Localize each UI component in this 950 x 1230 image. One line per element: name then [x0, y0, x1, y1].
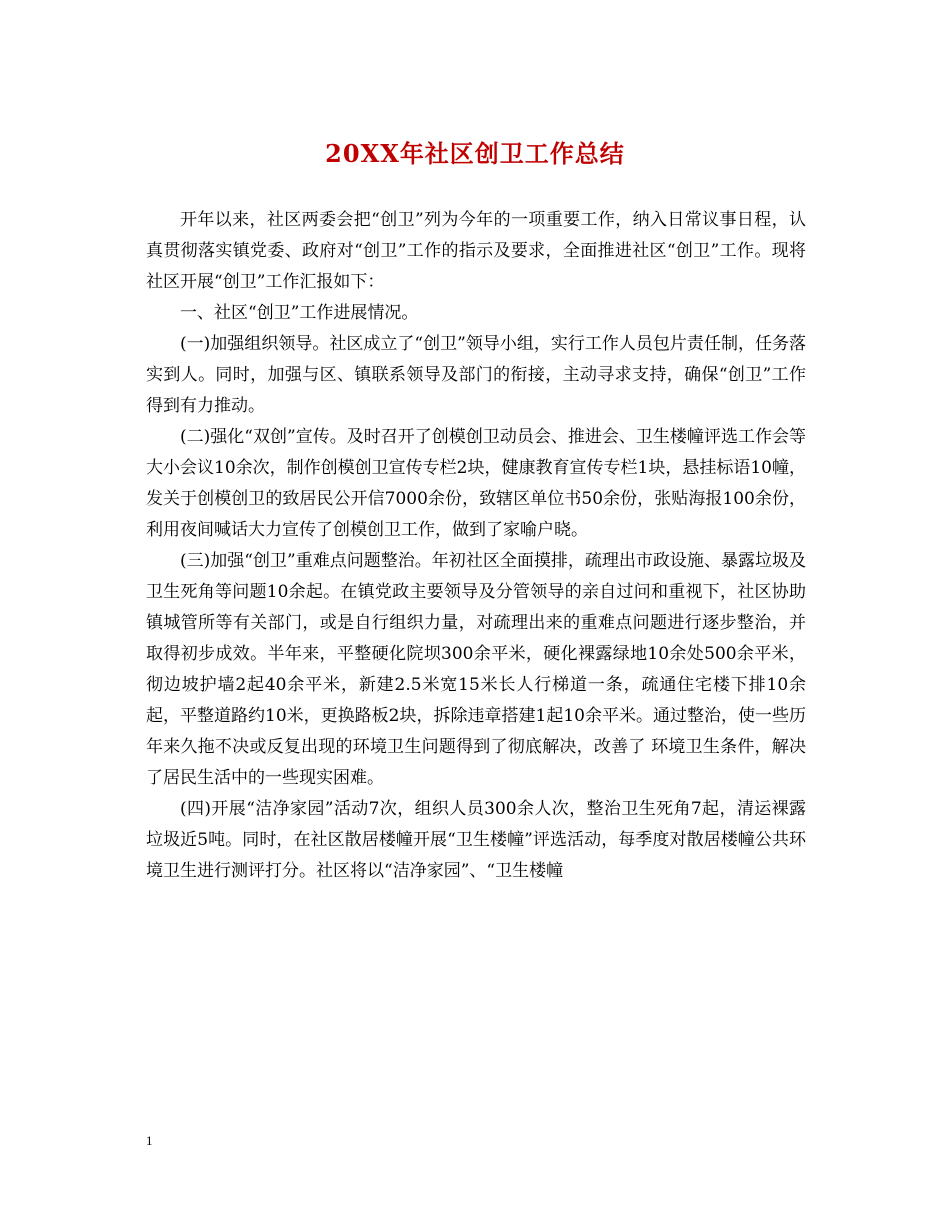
paragraph-intro: 开年以来，社区两委会把“创卫”列为今年的一项重要工作，纳入日常议事日程，认真贯彻落实镇党委、政府对“创卫”工作的指示及要求，全面推进社区“创卫”工作。现将社区开展“创卫”工作汇报如下：	[146, 210, 806, 292]
document-body	[146, 205, 806, 887]
paragraph-item-2: (二)强化“双创”宣传。及时召开了创模创卫动员会、推进会、卫生楼幢评选工作会等大小会议10余次，制作创模创卫宣传专栏2块，健康教育宣传专栏1块，悬挂标语10幢，发关于创模创卫的致居民公开信7000余份，致辖区单位书50余份，张贴海报100余份，利用夜间喊话大力宣传了创模创卫工作，做到了家喻户晓。	[146, 427, 806, 540]
paragraph-item-3: (三)加强“创卫”重难点问题整治。年初社区全面摸排，疏理出市政设施、暴露垃圾及卫生死角等问题10余起。在镇党政主要领导及分管领导的亲自过问和重视下，社区协助镇城管所等有关部门，或是自行组织力量，对疏理出来的重难点问题进行逐步整治，并取得初步成效。半年来，平整硬化院坝300余平米，硬化裸露绿地10余处500余平米，彻边坡护墙2起40余平米，新建2.5米宽15米长人行梯道一条，疏通住宅楼下排10余起，平整道路约10米，更换路板2块，拆除违章搭建1起10余平米。通过整治，使一些历年来久拖不决或反复出现的环境卫生问题得到了彻底解决，改善了 环境卫生条件，解决了居民生活中的一些现实困难。	[146, 551, 806, 788]
paragraph-section-heading: 一、社区“创卫”工作进展情况。	[180, 303, 419, 323]
document-title: 20XX年社区创卫工作总结	[325, 139, 625, 168]
paragraph-item-1: (一)加强组织领导。社区成立了“创卫”领导小组，实行工作人员包片责任制，任务落实到人。同时，加强与区、镇联系领导及部门的衔接，主动寻求支持，确保“创卫”工作得到有力推动。	[146, 334, 806, 416]
paragraph-item-4: (四)开展“洁净家园”活动7次，组织人员300余人次，整治卫生死角7起，清运裸露垃圾近5吨。同时，在社区散居楼幢开展“卫生楼幢”评选活动，每季度对散居楼幢公共环境卫生进行测评打分。社区将以“洁净家园”、“卫生楼幢	[146, 799, 806, 881]
page-number: 1	[146, 1133, 153, 1148]
